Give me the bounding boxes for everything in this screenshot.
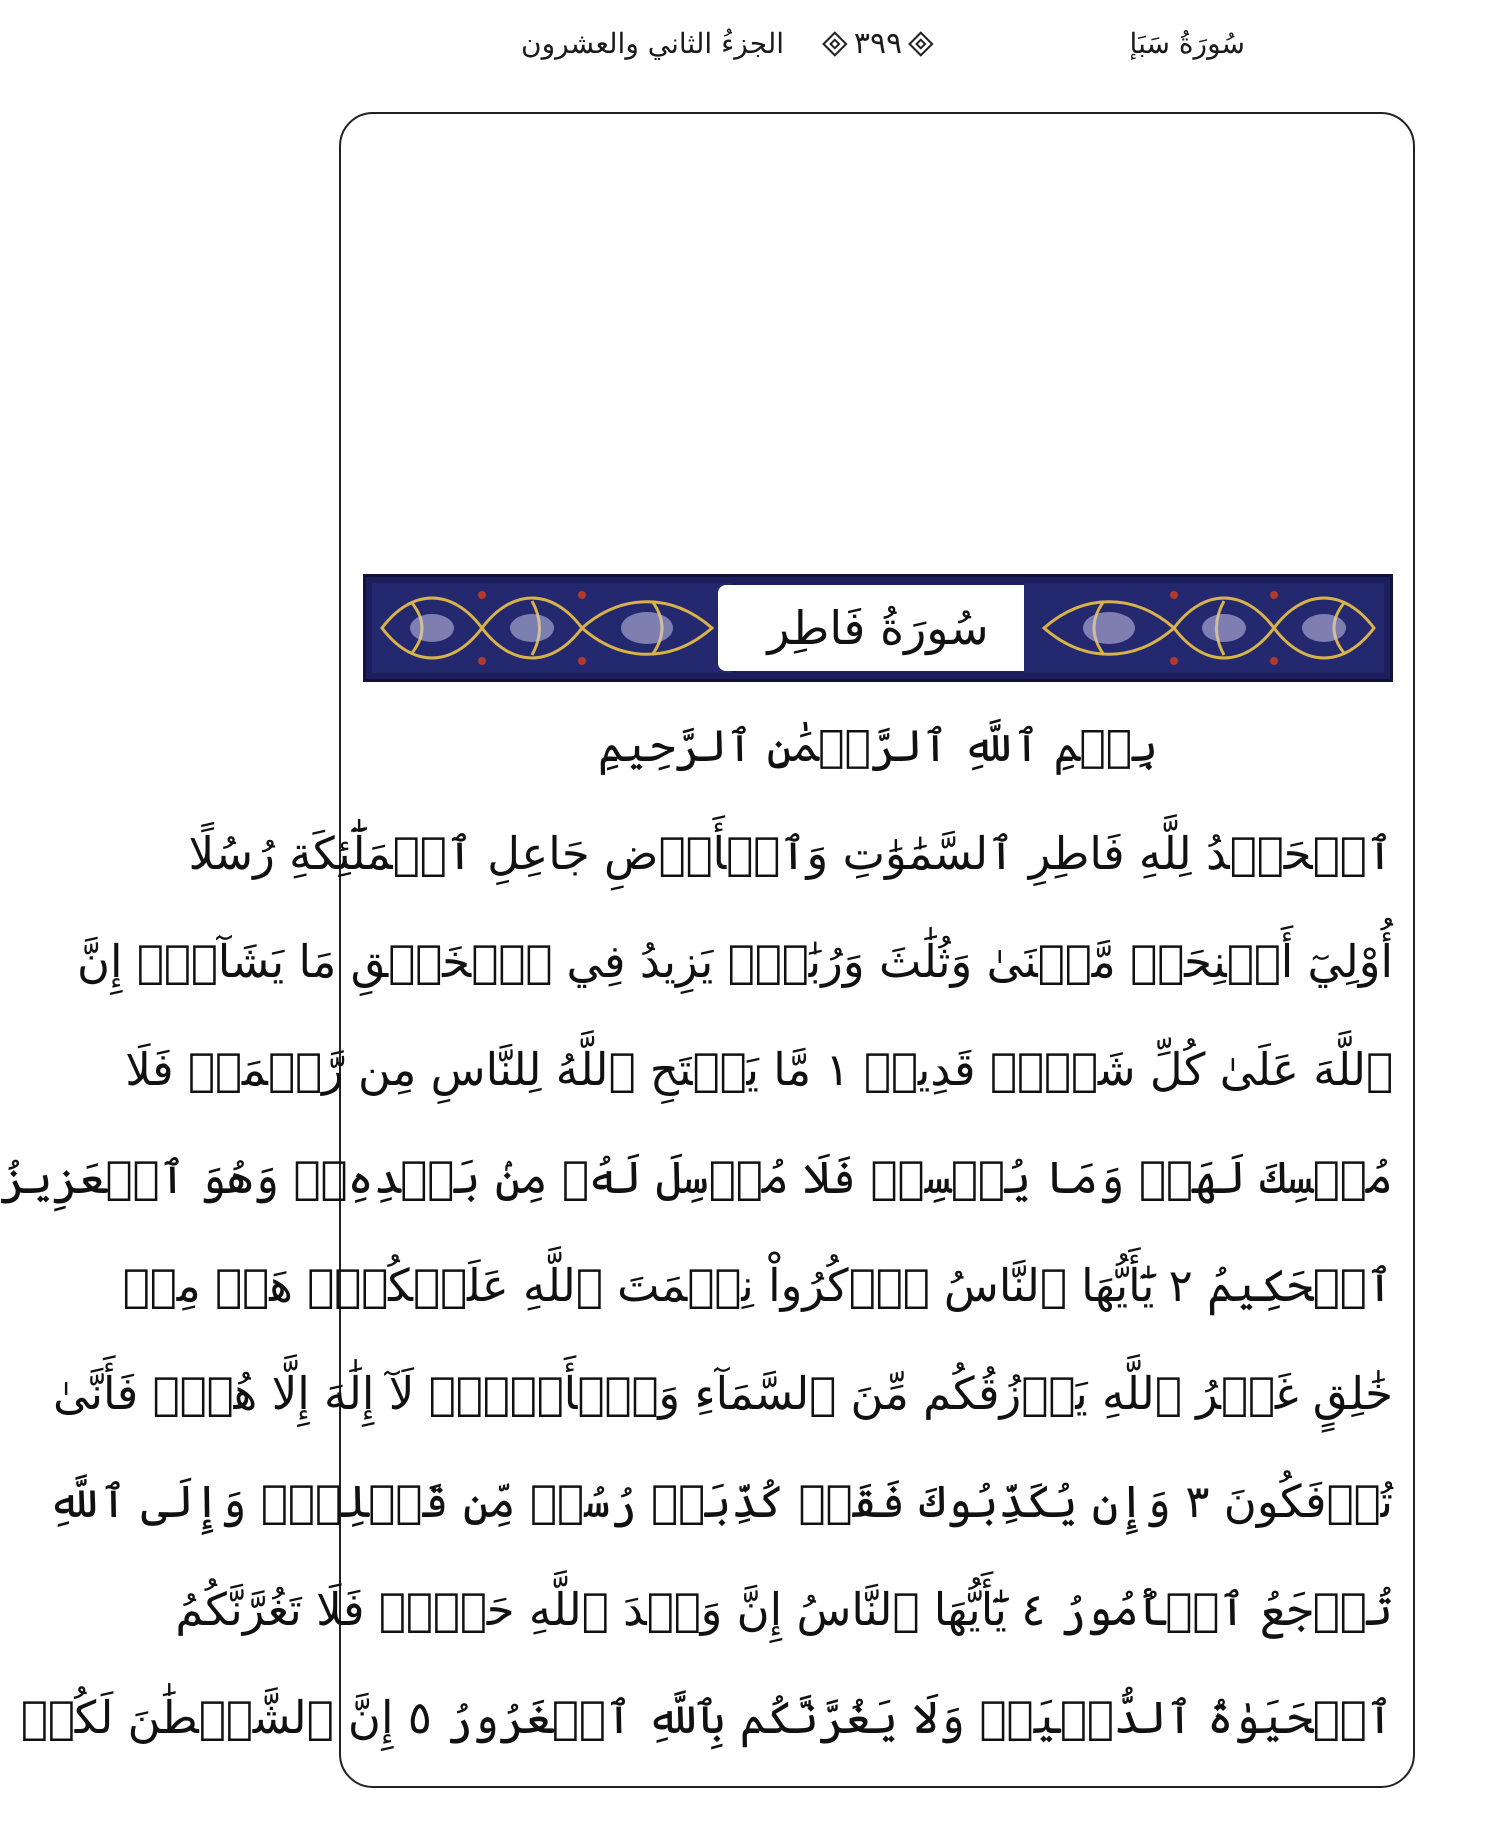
surah-name-header: سُورَةُ سَبَإ — [1129, 27, 1245, 60]
basmala: بِسۡمِ ٱللَّهِ ٱلرَّحۡمَٰنِ ٱلرَّحِيمِ — [597, 721, 1159, 772]
verse-line: ٱللَّهَ عَلَىٰ كُلِّ شَيۡءٖ قَدِيرٞ ١ مَّا يَفۡتَحِ ٱللَّهُ لِلنَّاسِ مِن رَّحۡمَةٖ فَلَا — [125, 1043, 1393, 1096]
verse-line: ٱلۡحَيَوٰةُ ٱلدُّنۡيَاۖ وَلَا يَغُرَّنَّكُم بِٱللَّهِ ٱلۡغَرُورُ ٥ إِنَّ ٱلشَّيۡطَٰنَ لَكُمۡ — [20, 1691, 1393, 1744]
arabesque-ornament-icon — [1024, 583, 1384, 673]
verse-line: تُؤۡفَكُونَ ٣ وَإِن يُكَذِّبُوكَ فَقَدۡ كُذِّبَتۡ رُسُلٞ مِّن قَبۡلِكَۚ وَإِلَى ٱللَّهِ — [47, 1475, 1393, 1528]
verse-line: أُوْلِيٓ أَجۡنِحَةٖ مَّثۡنَىٰ وَثُلَٰثَ وَرُبَٰعَۚ يَزِيدُ فِي ٱلۡخَلۡقِ مَا يَشَآءُۚ إِنَّ — [76, 935, 1393, 988]
verse-line: ٱلۡحَمۡدُ لِلَّهِ فَاطِرِ ٱلسَّمَٰوَٰتِ وَٱلۡأَرۡضِ جَاعِلِ ٱلۡمَلَٰٓئِكَةِ رُسُلًا — [188, 827, 1393, 880]
verse-line: خَٰلِقٍ غَيۡرُ ٱللَّهِ يَرۡزُقُكُم مِّنَ ٱلسَّمَآءِ وَٱلۡأَرۡضِۚ لَآ إِلَٰهَ إِلَّا هُوَۖ فَأَنَّىٰ — [52, 1367, 1393, 1420]
arabesque-ornament-icon — [372, 583, 732, 673]
verse-line: ٱلۡحَكِيمُ ٢ يَٰٓأَيُّهَا ٱلنَّاسُ ٱذۡكُرُواْ نِعۡمَتَ ٱللَّهِ عَلَيۡكُمۡۚ هَلۡ مِنۡ — [122, 1259, 1393, 1312]
page-header — [271, 14, 1485, 74]
verse-text — [0, 800, 1393, 1772]
juz-header: الجزءُ الثاني والعشرون — [521, 27, 785, 60]
surah-banner — [363, 574, 1393, 682]
verse-line: مُمۡسِكَ لَهَاۖ وَمَا يُمۡسِكۡ فَلَا مُرۡسِلَ لَهُۥ مِنۢ بَعۡدِهِۦۚ وَهُوَ ٱلۡعَزِيزُ — [0, 1151, 1393, 1204]
surah-title: سُورَةُ فَاطِر — [767, 601, 989, 655]
verse-line: تُرۡجَعُ ٱلۡأُمُورُ ٤ يَٰٓأَيُّهَا ٱلنَّاسُ إِنَّ وَعۡدَ ٱللَّهِ حَقّٞۖ فَلَا تَغُرَّنَّكُمُ — [175, 1583, 1393, 1636]
page-number: ٣٩٩ — [853, 26, 903, 61]
page-number-header — [826, 24, 930, 64]
ornament-icon — [908, 31, 933, 56]
banner-title-box — [718, 585, 1038, 671]
ornament-icon — [822, 31, 847, 56]
